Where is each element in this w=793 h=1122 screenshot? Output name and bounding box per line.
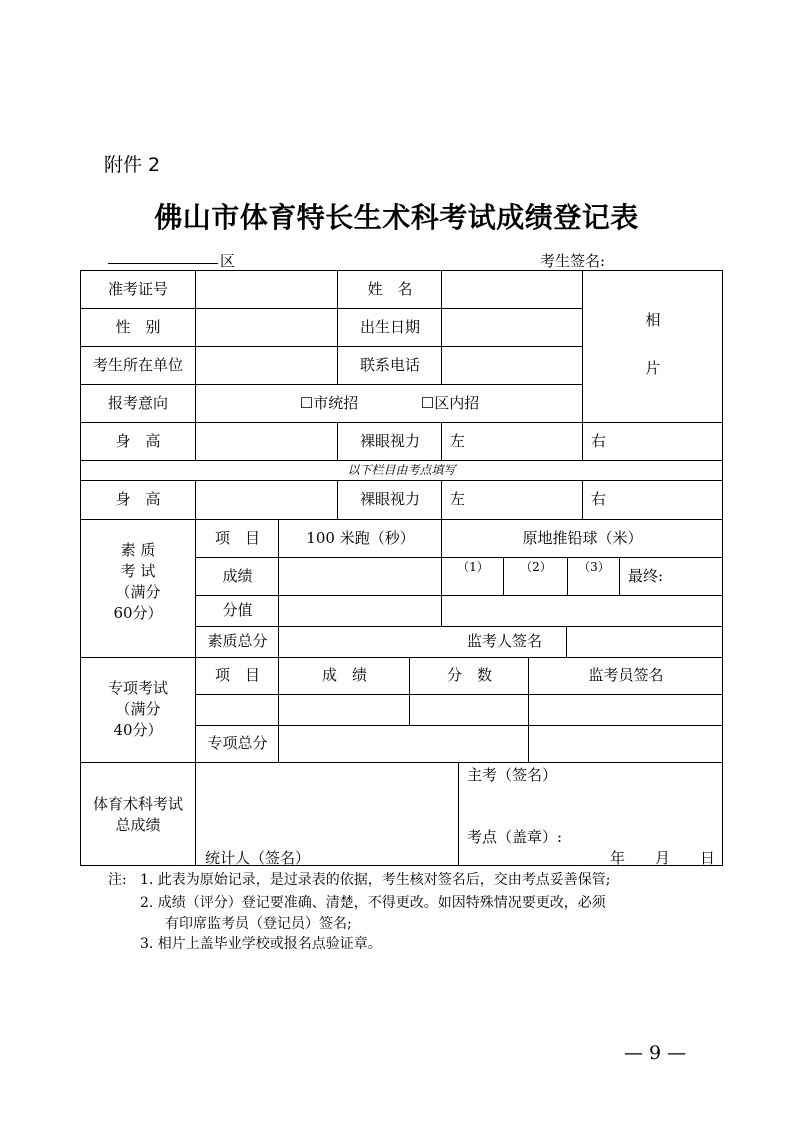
- note-3: 3. 相片上盖毕业学校或报名点验证章。: [140, 936, 382, 952]
- quality-score-label: 成绩: [222, 566, 253, 585]
- page-title: 佛山市体育特长生术科考试成绩登记表: [154, 201, 639, 234]
- exam-number-field[interactable]: [196, 270, 338, 308]
- counter-signature[interactable]: 统计人（签名）: [205, 849, 311, 867]
- run-header: 100 米跑（秒）: [306, 528, 415, 547]
- name-label: 姓 名: [367, 279, 413, 298]
- height-field[interactable]: [196, 422, 338, 460]
- page-number: — 9 —: [624, 1042, 687, 1064]
- shot-try-2[interactable]: （2）: [520, 559, 552, 574]
- birth-date-field[interactable]: [442, 308, 583, 346]
- attachment-label: 附件 2: [104, 154, 161, 176]
- height-label: 身 高: [115, 431, 161, 450]
- special-section-label: 专项考试 （满分 40分）: [107, 679, 168, 739]
- quality-invigilator-label: 监考人签名: [466, 632, 542, 650]
- summary-section-label: 体育术科考试 总成绩: [92, 795, 183, 834]
- chief-examiner-signature[interactable]: 主考（签名）: [467, 766, 558, 784]
- student-signature-label: 考生签名:: [540, 252, 606, 270]
- exam-number-label: 准考证号: [107, 279, 168, 298]
- note-2: 2. 成绩（评分）登记要准确、清楚，不得更改。如因特殊情况要更改，必须: [140, 895, 606, 911]
- note-2-cont: 有印席监考员（登记员）签名;: [165, 916, 352, 932]
- birth-date-label: 出生日期: [359, 317, 420, 336]
- special-invigilator-header: 监考员签名: [588, 666, 664, 684]
- registration-table: [80, 270, 723, 866]
- shot-put-header: 原地推铅球（米）: [522, 528, 643, 547]
- intent-city-checkbox[interactable]: ☐市统招: [299, 393, 359, 412]
- vision-label-2: 裸眼视力: [359, 490, 420, 508]
- quality-item-label: 项 目: [214, 528, 260, 547]
- name-field[interactable]: [442, 270, 583, 308]
- vision-left[interactable]: 左: [450, 431, 466, 450]
- vision-label: 裸眼视力: [359, 431, 420, 450]
- special-score-header: 成 绩: [321, 666, 367, 684]
- note-1: 1. 此表为原始记录，是过录表的依据，考生核对签名后，交由考点妥善保管;: [140, 872, 611, 888]
- run-score-field[interactable]: [279, 557, 442, 595]
- date-field[interactable]: 年 月 日: [610, 849, 716, 867]
- special-points-header: 分 数: [446, 666, 492, 684]
- gender-label: 性 别: [115, 317, 161, 336]
- site-seal[interactable]: 考点（盖章）:: [467, 828, 563, 846]
- phone-field[interactable]: [442, 346, 583, 384]
- phone-label: 联系电话: [359, 355, 420, 374]
- unit-label: 考生所在单位: [92, 355, 183, 374]
- gender-field[interactable]: [196, 308, 338, 346]
- quality-section-label: 素 质 考 试 （满分 60分）: [113, 541, 163, 622]
- shot-try-1[interactable]: （1）: [457, 559, 489, 574]
- unit-field[interactable]: [196, 346, 338, 384]
- notes-prefix: 注:: [108, 872, 127, 888]
- height-label-2: 身 高: [115, 490, 161, 508]
- special-total-label: 专项总分: [207, 734, 268, 752]
- intent-district-checkbox[interactable]: ☐区内招: [420, 393, 480, 412]
- divider-note: 以下栏目由考点填写: [347, 462, 456, 477]
- height-field-2[interactable]: [196, 480, 338, 519]
- intent-label: 报考意向: [107, 393, 168, 412]
- photo-label-2: 片: [645, 358, 661, 377]
- shot-try-3[interactable]: （3）: [578, 559, 610, 574]
- quality-points-label: 分值: [222, 601, 253, 619]
- special-item-label: 项 目: [214, 666, 260, 684]
- district-blank: [108, 262, 218, 264]
- photo-label-1: 相: [645, 310, 661, 329]
- vision-left-2[interactable]: 左: [450, 490, 466, 508]
- vision-right-2[interactable]: 右: [591, 490, 607, 508]
- shot-final[interactable]: 最终:: [628, 566, 664, 585]
- district-suffix: 区: [220, 252, 236, 270]
- quality-total-label: 素质总分: [207, 632, 268, 650]
- vision-right[interactable]: 右: [591, 431, 607, 450]
